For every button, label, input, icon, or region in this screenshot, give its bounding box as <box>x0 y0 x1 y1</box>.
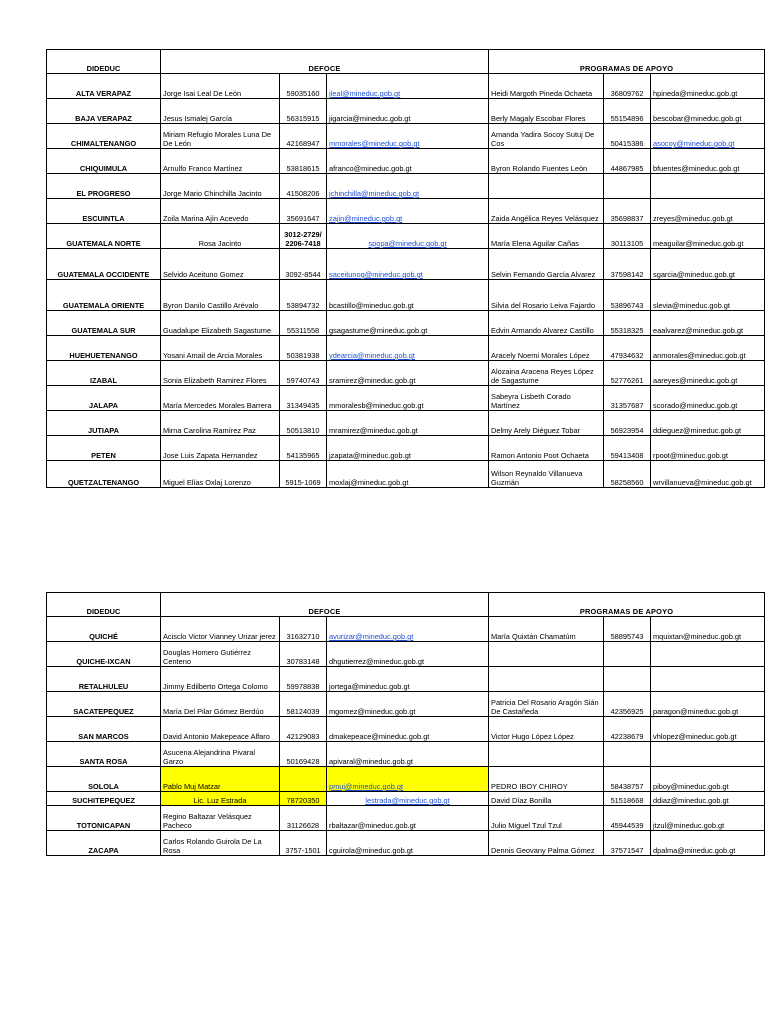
apoyo-name: Patricia Del Rosario Aragón Sián De Castañeda <box>489 692 604 717</box>
table-row <box>47 717 765 742</box>
email-text[interactable]: lestrada@mineduc.gob.gt <box>365 796 450 805</box>
apoyo-phone: 42356925 <box>604 692 651 717</box>
apoyo-phone: 31357687 <box>604 386 651 411</box>
defoce-name: Jorge Isai Leal De León <box>161 74 280 99</box>
apoyo-name: Julio Miguel Tzul Tzul <box>489 806 604 831</box>
defoce-name: Acisclo Victor Vianney Urizar jerez <box>161 617 280 642</box>
dept-name: GUATEMALA NORTE <box>47 224 161 249</box>
apoyo-email <box>651 642 765 667</box>
defoce-name: Miriam Refugio Morales Luna De De León <box>161 124 280 149</box>
dept-name: ESCUINTLA <box>47 199 161 224</box>
table-row <box>47 311 765 336</box>
dept-name: RETALHULEU <box>47 667 161 692</box>
defoce-email: jzapata@mineduc.gob.gt <box>327 436 489 461</box>
defoce-phone: 3092-8544 <box>280 249 327 280</box>
dept-name: QUICHÉ <box>47 617 161 642</box>
defoce-phone: 42129083 <box>280 717 327 742</box>
defoce-phone: 41508206 <box>280 174 327 199</box>
table-row <box>47 74 765 99</box>
defoce-phone: 53894732 <box>280 280 327 311</box>
defoce-email-link[interactable] <box>327 336 489 361</box>
apoyo-phone <box>604 742 651 767</box>
defoce-name: Guadalupe Elizabeth Sagastume <box>161 311 280 336</box>
apoyo-phone: 35698837 <box>604 199 651 224</box>
table-row <box>47 99 765 124</box>
defoce-email: sramirez@mineduc.gob.gt <box>327 361 489 386</box>
table-row <box>47 280 765 311</box>
apoyo-email: wrvillanueva@mineduc.gob.gt <box>651 461 765 488</box>
defoce-email: dhgutierrez@mineduc.gob.gt <box>327 642 489 667</box>
defoce-phone <box>280 767 327 792</box>
defoce-name: Carlos Rolando Guirola De La Rosa <box>161 831 280 856</box>
apoyo-email <box>651 667 765 692</box>
dept-name: HUEHUETENANGO <box>47 336 161 361</box>
apoyo-name: María Elena Aguilar Cañas <box>489 224 604 249</box>
apoyo-phone: 37571547 <box>604 831 651 856</box>
apoyo-name: Heidi Margoth Pineda Ochaeta <box>489 74 604 99</box>
table-row <box>47 742 765 767</box>
dept-name: ZACAPA <box>47 831 161 856</box>
defoce-name: Regino Baltazar Velásquez Pacheco <box>161 806 280 831</box>
dept-name: CHIMALTENANGO <box>47 124 161 149</box>
defoce-email: jigarcia@mineduc.gob.gt <box>327 99 489 124</box>
dept-name: QUICHE-IXCAN <box>47 642 161 667</box>
defoce-name: Jorge Mario Chinchilla Jacinto <box>161 174 280 199</box>
apoyo-phone: 53896743 <box>604 280 651 311</box>
table-row <box>47 386 765 411</box>
col-header-programas-de-apoyo: PROGRAMAS DE APOYO <box>489 593 765 617</box>
apoyo-name: Selvin Fernando García Alvarez <box>489 249 604 280</box>
defoce-name: Miguel Elías Oxlaj Lorenzo <box>161 461 280 488</box>
table-row <box>47 792 765 806</box>
apoyo-email: scorado@mineduc.gob.gt <box>651 386 765 411</box>
defoce-phone: 54135965 <box>280 436 327 461</box>
apoyo-email: dpalma@mineduc.gob.gt <box>651 831 765 856</box>
defoce-email-link[interactable] <box>327 199 489 224</box>
apoyo-name: Ramon Antonio Poot Ochaeta <box>489 436 604 461</box>
dept-name: QUETZALTENANGO <box>47 461 161 488</box>
defoce-name: Mirna Carolina Ramírez Paz <box>161 411 280 436</box>
email-text[interactable]: saceitunog@mineduc.gob.gt <box>329 270 423 279</box>
defoce-phone: 56315915 <box>280 99 327 124</box>
email-text[interactable]: asocoy@mineduc.gob.gt <box>653 139 735 148</box>
table-row <box>47 199 765 224</box>
defoce-phone: 59740743 <box>280 361 327 386</box>
defoce-phone: 55311558 <box>280 311 327 336</box>
apoyo-phone: 36809762 <box>604 74 651 99</box>
apoyo-phone: 30113105 <box>604 224 651 249</box>
dept-name: TOTONICAPAN <box>47 806 161 831</box>
apoyo-email: vhlopez@mineduc.gob.gt <box>651 717 765 742</box>
dept-name: SOLOLA <box>47 767 161 792</box>
defoce-email: mramirez@mineduc.gob.gt <box>327 411 489 436</box>
defoce-name: María Del Pilar Gómez Berdúo <box>161 692 280 717</box>
defoce-email: apivaral@mineduc.gob.gt <box>327 742 489 767</box>
apoyo-email <box>651 174 765 199</box>
apoyo-phone: 58438757 <box>604 767 651 792</box>
defoce-email: mgomez@mineduc.gob.gt <box>327 692 489 717</box>
dept-name: GUATEMALA ORIENTE <box>47 280 161 311</box>
defoce-phone: 31126628 <box>280 806 327 831</box>
apoyo-name: David Díaz Bonilla <box>489 792 604 806</box>
apoyo-email: bfuentes@mineduc.gob.gt <box>651 149 765 174</box>
table-row <box>47 361 765 386</box>
apoyo-email: slevia@mineduc.gob.gt <box>651 280 765 311</box>
email-text[interactable]: avurizar@mineduc.gob.gt <box>329 632 414 641</box>
defoce-phone: 5915-1069 <box>280 461 327 488</box>
dept-name: PETEN <box>47 436 161 461</box>
email-text[interactable]: pmuj@mineduc.gob.gt <box>329 782 404 791</box>
apoyo-email: hpineda@mineduc.gob.gt <box>651 74 765 99</box>
email-text[interactable]: jleal@mineduc.gob.gt <box>329 89 401 98</box>
apoyo-email <box>651 742 765 767</box>
apoyo-phone: 50415386 <box>604 124 651 149</box>
table-row <box>47 149 765 174</box>
table-row <box>47 767 765 792</box>
col-header-dideduc: DIDEDUC <box>47 50 161 74</box>
dept-name: EL PROGRESO <box>47 174 161 199</box>
dept-name: CHIQUIMULA <box>47 149 161 174</box>
defoce-phone: 50513810 <box>280 411 327 436</box>
table-row <box>47 436 765 461</box>
email-text[interactable]: zajin@mineduc.gob.gt <box>329 214 403 223</box>
col-header-programas-de-apoyo: PROGRAMAS DE APOYO <box>489 50 765 74</box>
apoyo-email: sgarcia@mineduc.gob.gt <box>651 249 765 280</box>
apoyo-name: Berly Magaly Escobar Flores <box>489 99 604 124</box>
table-row <box>47 461 765 488</box>
defoce-phone: 50381938 <box>280 336 327 361</box>
defoce-name: María Mercedes Morales Barrera <box>161 386 280 411</box>
apoyo-name: PEDRO IBOY CHIROY <box>489 767 604 792</box>
apoyo-email: anmorales@mineduc.gob.gt <box>651 336 765 361</box>
apoyo-email-link[interactable] <box>651 124 765 149</box>
defoce-email: jortega@mineduc.gob.gt <box>327 667 489 692</box>
apoyo-phone <box>604 174 651 199</box>
defoce-name: Selvido Aceituno Gomez <box>161 249 280 280</box>
apoyo-phone: 37598142 <box>604 249 651 280</box>
apoyo-name: Zaida Angélica Reyes Velásquez <box>489 199 604 224</box>
defoce-name: Rosa Jacinto <box>161 224 280 249</box>
apoyo-email: aareyes@mineduc.gob.gt <box>651 361 765 386</box>
apoyo-phone: 52776261 <box>604 361 651 386</box>
apoyo-phone <box>604 667 651 692</box>
defoce-name: Asucena Alejandrina Pivaral Garzo <box>161 742 280 767</box>
defoce-email-link[interactable] <box>327 767 489 792</box>
apoyo-phone: 42238679 <box>604 717 651 742</box>
apoyo-email: bescobar@mineduc.gob.gt <box>651 99 765 124</box>
apoyo-name <box>489 642 604 667</box>
table-row <box>47 667 765 692</box>
table-row <box>47 174 765 199</box>
dept-name: GUATEMALA OCCIDENTE <box>47 249 161 280</box>
dept-name: GUATEMALA SUR <box>47 311 161 336</box>
apoyo-email: eaalvarez@mineduc.gob.gt <box>651 311 765 336</box>
table-row <box>47 617 765 642</box>
apoyo-name: Delmy Arely Diéguez Tobar <box>489 411 604 436</box>
apoyo-phone <box>604 642 651 667</box>
apoyo-phone: 55318325 <box>604 311 651 336</box>
defoce-email: mmoralesb@mineduc.gob.gt <box>327 386 489 411</box>
dept-name: ALTA VERAPAZ <box>47 74 161 99</box>
defoce-email-link[interactable] <box>327 174 489 199</box>
apoyo-phone: 55154896 <box>604 99 651 124</box>
header-row <box>47 593 765 617</box>
apoyo-name: Silvia del Rosario Leiva Fajardo <box>489 280 604 311</box>
apoyo-email: mquixtan@mineduc.gob.gt <box>651 617 765 642</box>
defoce-phone: 31632710 <box>280 617 327 642</box>
defoce-phone: 31349435 <box>280 386 327 411</box>
email-text[interactable]: ydearcia@mineduc.gob.gt <box>329 351 415 360</box>
defoce-phone: 35691647 <box>280 199 327 224</box>
apoyo-email: ddiaz@mineduc.gob.gt <box>651 792 765 806</box>
defoce-email-link[interactable] <box>327 249 489 280</box>
defoce-name: Lic. Luz Estrada <box>161 792 280 806</box>
dept-name: JUTIAPA <box>47 411 161 436</box>
email-text[interactable]: jchinchilla@mineduc.gob.gt <box>329 189 420 198</box>
apoyo-name <box>489 174 604 199</box>
apoyo-email: zreyes@mineduc.gob.gt <box>651 199 765 224</box>
defoce-phone: 3012-2729/ 2206-7418 <box>280 224 327 249</box>
defoce-name: Pablo Muj Matzar <box>161 767 280 792</box>
dept-name: BAJA VERAPAZ <box>47 99 161 124</box>
apoyo-phone: 47934632 <box>604 336 651 361</box>
defoce-phone: 59035160 <box>280 74 327 99</box>
col-header-defoce: DEFOCE <box>161 593 489 617</box>
apoyo-email: ddieguez@mineduc.gob.gt <box>651 411 765 436</box>
apoyo-name: Amanda Yadira Socoy Sutuj De Cos <box>489 124 604 149</box>
defoce-email: dmakepeace@mineduc.gob.gt <box>327 717 489 742</box>
defoce-name: Zoila Marina Ajín Acevedo <box>161 199 280 224</box>
defoce-email: cguirola@mineduc.gob.gt <box>327 831 489 856</box>
apoyo-name: Sabeyra Lisbeth Corado Martínez <box>489 386 604 411</box>
table-row <box>47 692 765 717</box>
table-row <box>47 224 765 249</box>
defoce-email: afranco@mineduc.gob.gt <box>327 149 489 174</box>
defoce-phone: 50169428 <box>280 742 327 767</box>
apoyo-phone: 59413408 <box>604 436 651 461</box>
defoce-email-link[interactable] <box>327 224 489 249</box>
apoyo-phone: 56923954 <box>604 411 651 436</box>
defoce-phone: 58124039 <box>280 692 327 717</box>
defoce-email-link[interactable] <box>327 74 489 99</box>
apoyo-phone: 58258560 <box>604 461 651 488</box>
directory-table-2 <box>46 592 765 856</box>
col-header-defoce: DEFOCE <box>161 50 489 74</box>
apoyo-name: Wilson Reynaldo Villanueva Guzmán <box>489 461 604 488</box>
apoyo-email: rpoot@mineduc.gob.gt <box>651 436 765 461</box>
apoyo-name <box>489 667 604 692</box>
defoce-name: Yosani Amail de Arcia Morales <box>161 336 280 361</box>
defoce-email-link[interactable] <box>327 792 489 806</box>
defoce-phone: 78720350 <box>280 792 327 806</box>
defoce-name: Jimmy Edilberto Ortega Colomo <box>161 667 280 692</box>
email-text[interactable]: mmorales@mineduc.gob.gt <box>329 139 420 148</box>
apoyo-name: Byron Rolando Fuentes León <box>489 149 604 174</box>
email-text[interactable]: spopa@mineduc.gob.gt <box>368 239 447 248</box>
apoyo-name: Edvin Armando Alvarez Castillo <box>489 311 604 336</box>
defoce-phone: 3757-1501 <box>280 831 327 856</box>
defoce-email: rbaltazar@mineduc.gob.gt <box>327 806 489 831</box>
defoce-name: Arnulfo Franco Martínez <box>161 149 280 174</box>
apoyo-email: meaguilar@mineduc.gob.gt <box>651 224 765 249</box>
defoce-name: Jose Luis Zapata Hernandez <box>161 436 280 461</box>
apoyo-name: Alozaina Aracena Reyes López de Sagastume <box>489 361 604 386</box>
apoyo-email: piboy@mineduc.gob.gt <box>651 767 765 792</box>
dept-name: SANTA ROSA <box>47 742 161 767</box>
apoyo-name <box>489 742 604 767</box>
defoce-email: moxlaj@mineduc.gob.gt <box>327 461 489 488</box>
table-row <box>47 806 765 831</box>
defoce-name: Byron Danilo Castillo Arévalo <box>161 280 280 311</box>
dept-name: IZABAL <box>47 361 161 386</box>
defoce-email: bcastillo@mineduc.gob.gt <box>327 280 489 311</box>
apoyo-email: paragon@mineduc.gob.gt <box>651 692 765 717</box>
table-row <box>47 249 765 280</box>
apoyo-name: Aracely Noemi Morales López <box>489 336 604 361</box>
apoyo-name: Dennis Geovany Palma Gómez <box>489 831 604 856</box>
table-row <box>47 642 765 667</box>
directory-table-1 <box>46 49 765 488</box>
apoyo-phone: 44867985 <box>604 149 651 174</box>
dept-name: SACATEPEQUEZ <box>47 692 161 717</box>
defoce-phone: 42168947 <box>280 124 327 149</box>
dept-name: SUCHITEPEQUEZ <box>47 792 161 806</box>
defoce-phone: 59978838 <box>280 667 327 692</box>
defoce-name: Jesus Ismalej García <box>161 99 280 124</box>
table-row <box>47 411 765 436</box>
table-row <box>47 124 765 149</box>
table-row <box>47 831 765 856</box>
defoce-phone: 53818615 <box>280 149 327 174</box>
defoce-phone: 30783148 <box>280 642 327 667</box>
dept-name: JALAPA <box>47 386 161 411</box>
dept-name: SAN MARCOS <box>47 717 161 742</box>
apoyo-phone: 51518668 <box>604 792 651 806</box>
apoyo-phone: 58895743 <box>604 617 651 642</box>
apoyo-email: jtzul@mineduc.gob.gt <box>651 806 765 831</box>
col-header-dideduc: DIDEDUC <box>47 593 161 617</box>
header-row <box>47 50 765 74</box>
defoce-name: Sonia Elizabeth Ramirez Flores <box>161 361 280 386</box>
defoce-name: Douglas Homero Gutiérrez Centeno <box>161 642 280 667</box>
apoyo-phone: 45944539 <box>604 806 651 831</box>
defoce-email-link[interactable] <box>327 124 489 149</box>
apoyo-name: Victor Hugo López López <box>489 717 604 742</box>
defoce-email: gsagastume@mineduc.gob.gt <box>327 311 489 336</box>
table-row <box>47 336 765 361</box>
defoce-name: David Antonio Makepeace Alfaro <box>161 717 280 742</box>
defoce-email-link[interactable] <box>327 617 489 642</box>
apoyo-name: María Quixtán Chamatúm <box>489 617 604 642</box>
